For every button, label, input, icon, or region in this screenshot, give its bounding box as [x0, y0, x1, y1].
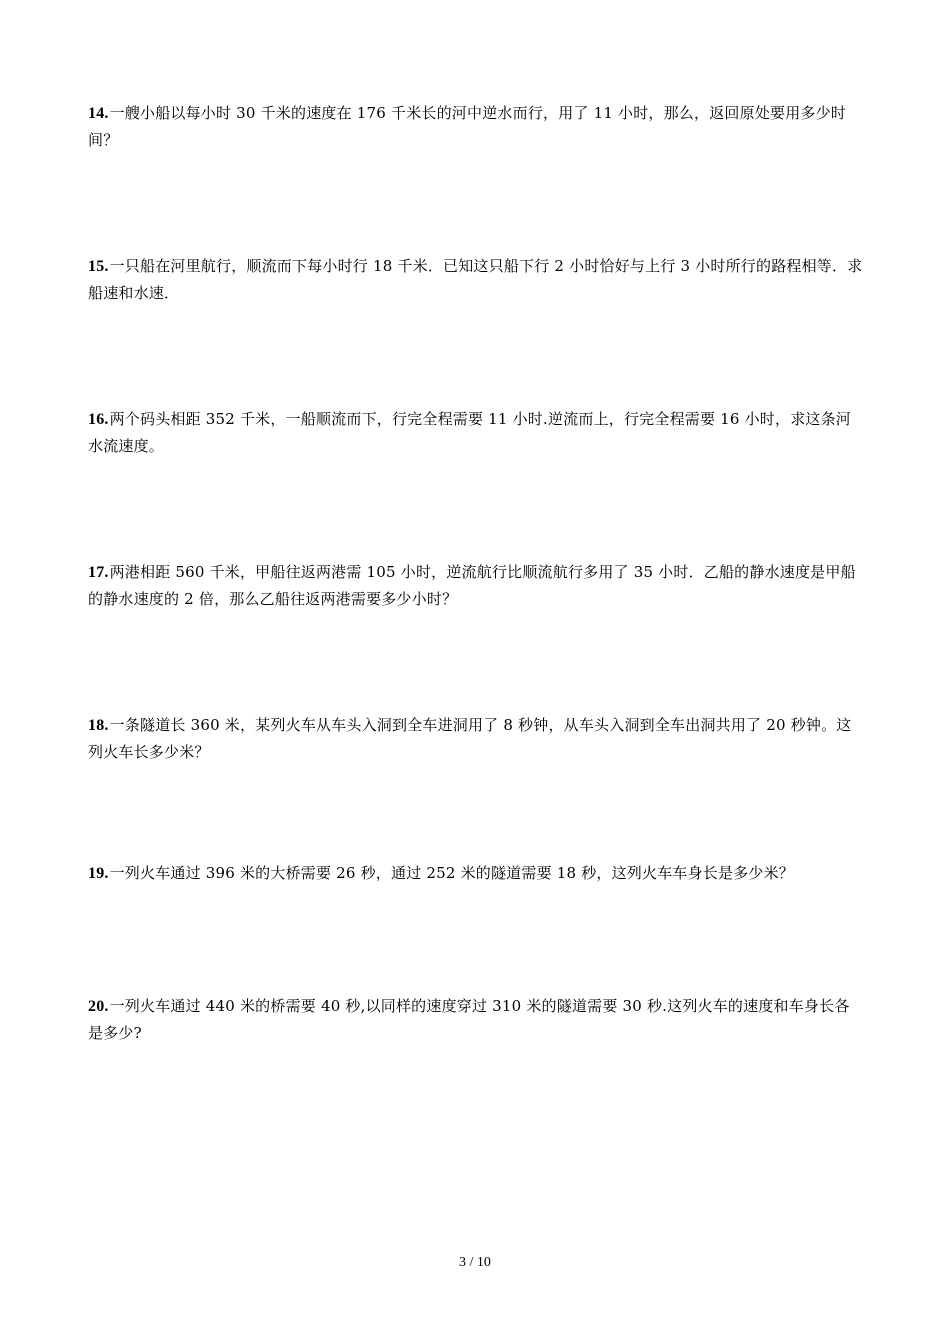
problem-number: 20. — [88, 998, 109, 1015]
problem-number: 15. — [88, 258, 109, 275]
problem-16 — [88, 406, 863, 459]
problem-number: 14. — [88, 105, 109, 122]
problem-17 — [88, 559, 863, 612]
page-number: 3 / 10 — [459, 1255, 491, 1270]
problem-text: 一列火车通过 440 米的桥需要 40 秒,以同样的速度穿过 310 米的隧道需要 30 秒.这列火车的速度和车身长各是多少? — [88, 997, 850, 1042]
problem-number: 16. — [88, 411, 109, 428]
problem-14 — [88, 100, 863, 153]
problem-19 — [88, 860, 863, 887]
problem-text: 一艘小船以每小时 30 千米的速度在 176 千米长的河中逆水而行，用了 11 小时，那么，返回原处要用多少时间？ — [88, 104, 847, 149]
problem-18 — [88, 712, 863, 765]
problem-text: 一条隧道长 360 米，某列火车从车头入洞到全车进洞用了 8 秒钟，从车头入洞到全车出洞共用了 20 秒钟。这列火车长多少米？ — [88, 716, 852, 761]
problem-number: 17. — [88, 564, 109, 581]
problem-text: 两港相距 560 千米，甲船往返两港需 105 小时，逆流航行比顺流航行多用了 35 小时．乙船的静水速度是甲船的静水速度的 2 倍，那么乙船往返两港需要多少小时？ — [88, 563, 856, 608]
problem-number: 19. — [88, 865, 109, 882]
problem-15 — [88, 253, 863, 306]
problem-text: 两个码头相距 352 千米，一船顺流而下，行完全程需要 11 小时.逆流而上，行完全程需要 16 小时，求这条河水流速度。 — [88, 410, 851, 455]
problem-text: 一列火车通过 396 米的大桥需要 26 秒，通过 252 米的隧道需要 18 秒，这列火车车身长是多少米？ — [109, 864, 794, 882]
problem-text: 一只船在河里航行，顺流而下每小时行 18 千米．已知这只船下行 2 小时恰好与上行 3 小时所行的路程相等．求船速和水速． — [88, 257, 863, 302]
problem-number: 18. — [88, 717, 109, 734]
problem-20 — [88, 993, 863, 1046]
